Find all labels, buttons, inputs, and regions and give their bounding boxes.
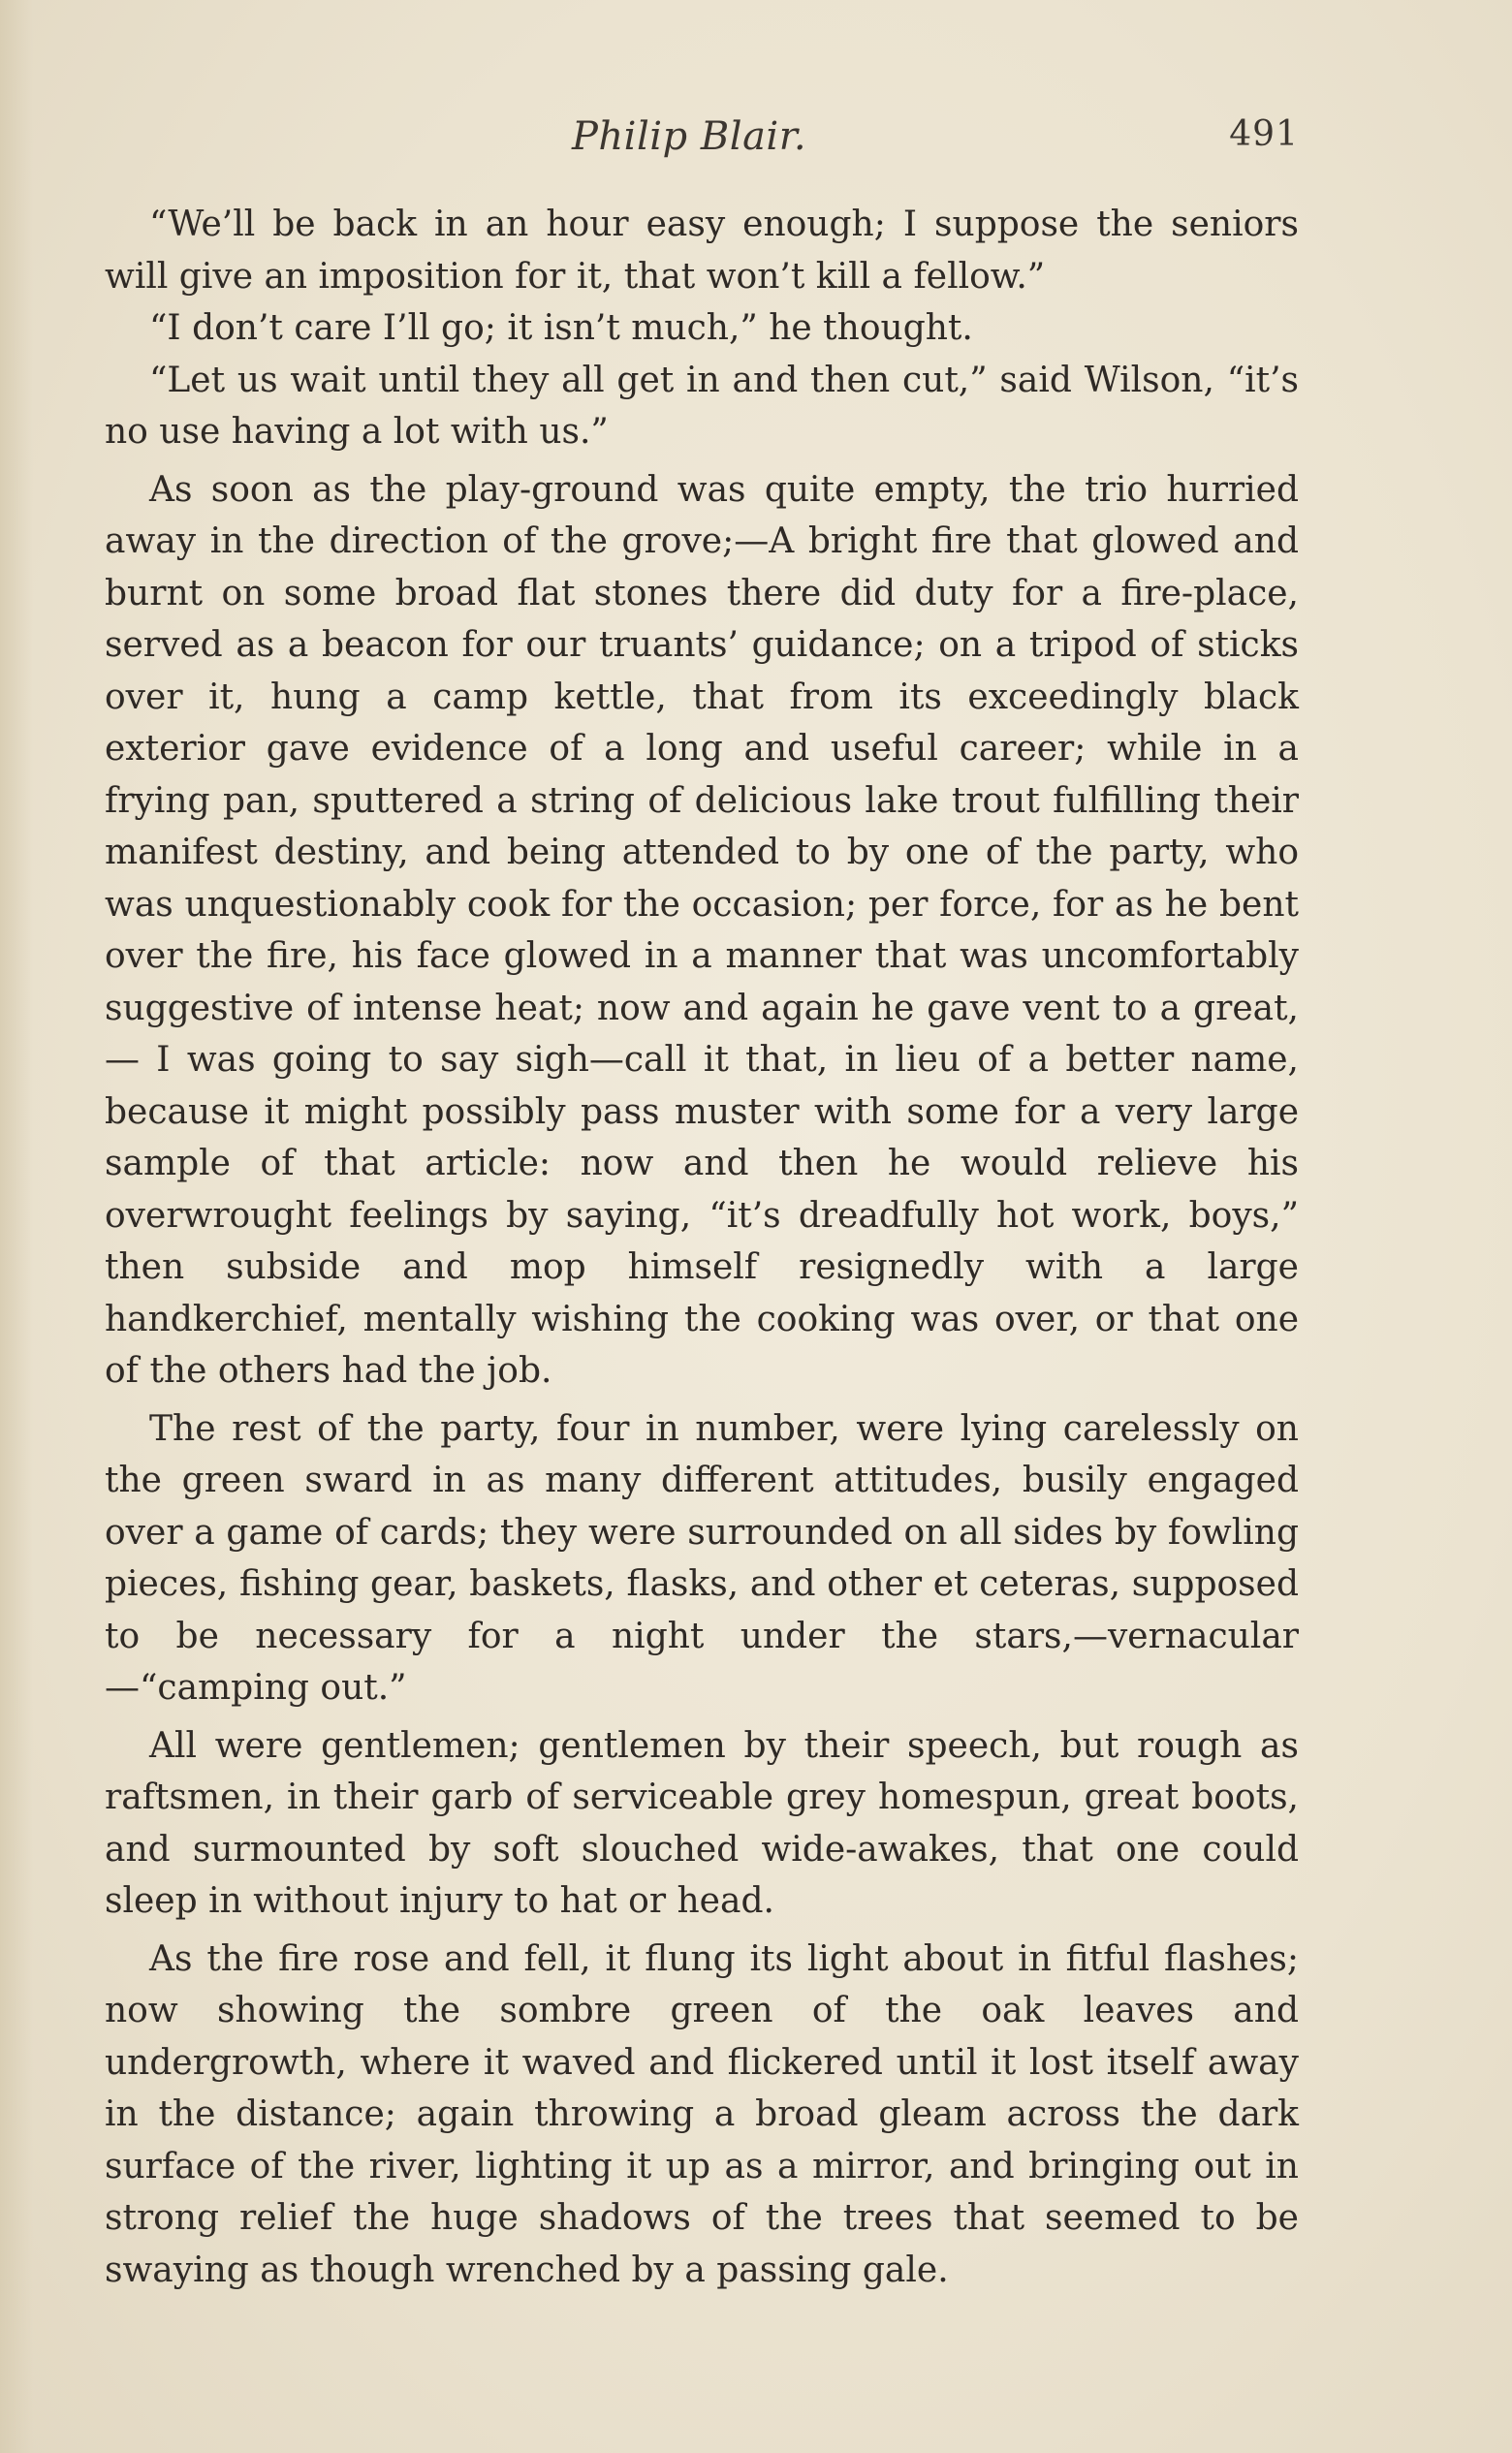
paragraph: “I don’t care I’ll go; it isn’t much,” he thought. bbox=[149, 308, 973, 348]
running-title: Philip Blair. bbox=[572, 114, 807, 159]
page-number: 491 bbox=[1229, 114, 1299, 154]
paragraph: The rest of the party, four in number, were lying carelessly on the green sward in as many different attitudes, busily engaged over a game of cards; they were surrounded on all sides by fowling pieces, fishing gear, baskets, flasks, and other et ceteras, supposed to be necessary for a night under the stars,—vernacular—“camping out.” bbox=[105, 1408, 1299, 1708]
page-header bbox=[116, 114, 1299, 173]
paragraph: All were gentlemen; gentlemen by their speech, but rough as raftsmen, in their garb of serviceable grey homespun, great boots, and surmounted by soft slouched wide-awakes, that one could sleep in without injury to hat or head. bbox=[105, 1725, 1299, 1921]
paragraph: As soon as the play-ground was quite empty, the trio hurried away in the direction of the grove;—A bright fire that glowed and burnt on some broad flat stones there did duty for a fire-place, served as a beacon for our truants’ guidance; on a tripod of sticks over it, hung a camp kettle, that from its exceedingly black exterior gave evidence of a long and useful career; while in a frying pan, sputtered a string of delicious lake trout fulfilling their manifest destiny, and being attended to by one of the party, who was unquestionably cook for the occasion; per force, for as he bent over the fire, his face glowed in a manner that was uncomfortably suggestive of intense heat; now and again he gave vent to a great,— I was going to say sigh—call it that, in lieu of a better name, because it might possibly pass muster with some for a very large sample of that article: now and then he would relieve his overwrought feelings by saying, “it’s dreadfully hot work, boys,” then subside and mop himself resignedly with a large handkerchief, mentally wishing the cooking was over, or that one of the others had the job. bbox=[105, 469, 1299, 1391]
paragraph: As the fire rose and fell, it flung its light about in fitful flashes; now showing the sombre green of the oak leaves and undergrowth, where it waved and flickered until it lost itself away in the distance; again throwing a broad gleam across the dark surface of the river, lighting it up as a mirror, and bringing out in strong relief the huge shadows of the trees that seemed to be swaying as though wrenched by a passing gale. bbox=[105, 1938, 1299, 2290]
body-text bbox=[105, 199, 1299, 2296]
page-edge-shadow bbox=[0, 0, 33, 2453]
paragraph: “We’ll be back in an hour easy enough; I suppose the seniors will give an imposition for it, that won’t kill a fellow.” bbox=[105, 204, 1299, 297]
paragraph: “Let us wait until they all get in and then cut,” said Wilson, “it’s no use having a lot with us.” bbox=[105, 360, 1299, 452]
